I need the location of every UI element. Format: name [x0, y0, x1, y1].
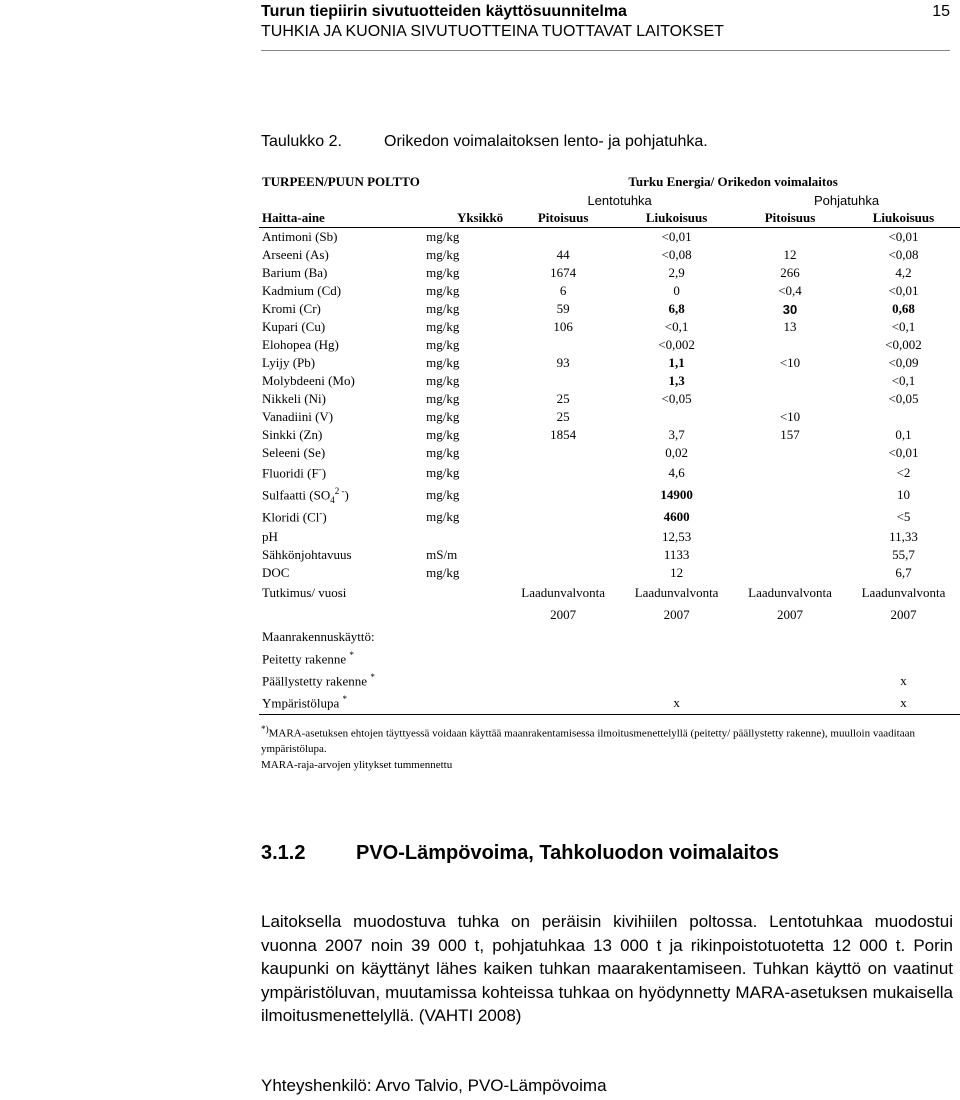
table-footnote-bold-note: MARA-raja-arvojen ylitykset tummennettu — [261, 759, 453, 771]
table-row: Antimoni (Sb) mg/kg <0,01 <0,01 — [262, 229, 919, 244]
table-row: Barium (Ba) mg/kg 1674 2,9 266 4,2 — [262, 265, 912, 280]
table-row: Sinkki (Zn) mg/kg 1854 3,7 157 0,1 — [262, 427, 912, 442]
bottom-ash-total-header: Pitoisuus — [733, 209, 847, 228]
source-label: Turku Energia/ Orikedon voimalaitos — [628, 174, 838, 189]
table-row: DOC mg/kg 12 6,7 — [262, 565, 912, 580]
contact-person: Yhteyshenkilö: Arvo Talvio, PVO-Lämpövoima — [261, 1076, 607, 1095]
bottom-ash-leach-header: Liukoisuus — [847, 209, 960, 228]
fly-ash-leach-header: Liukoisuus — [620, 209, 733, 228]
section-title: PVO-Lämpövoima, Tahkoluodon voimalaitos — [356, 842, 780, 864]
study-row: Tutkimus/ vuosi Laadunvalvonta Laadunvalvonta Laadunvalvonta Laadunvalvonta — [262, 585, 946, 600]
table-footnote: *)MARA-asetuksen ehtojen täyttyessä voidaan käyttää maanrakentamisessa ilmoitusmenettelyllä (peitetty/ päällystetty rakenne), muulloin vaaditaan ympäristölupa. — [261, 724, 915, 755]
table-caption-text: Orikedon voimalaitoksen lento- ja pohjatuhka. — [384, 133, 708, 150]
bottom-ash-header: Pohjatuhka — [814, 192, 880, 208]
section-number: 3.1.2 — [261, 842, 306, 864]
study-year-row: 2007 2007 2007 2007 — [550, 607, 917, 622]
table-row: Elohopea (Hg) mg/kg <0,002 <0,002 — [262, 337, 922, 352]
table-row: Kloridi (Cl-) mg/kg 4600 <5 — [262, 508, 911, 525]
page-header — [261, 2, 951, 42]
covered-structure-row: Peitetty rakenne * — [262, 650, 354, 667]
table-row: Nikkeli (Ni) mg/kg 25 <0,05 <0,05 — [262, 391, 919, 406]
document-subtitle: TUHKIA JA KUONIA SIVUTUOTTEINA TUOTTAVAT LAITOKSET — [261, 23, 724, 40]
substance-column-header: Haitta-aine — [259, 209, 423, 228]
table-row: Seleeni (Se) mg/kg 0,02 <0,01 — [262, 445, 919, 460]
ash-analysis-table — [259, 173, 960, 715]
use-label-row: Maanrakennuskäyttö: — [262, 629, 375, 644]
group-label: TURPEEN/PUUN POLTTO — [262, 174, 420, 189]
table-caption-number: Taulukko 2. — [261, 133, 342, 150]
unit-column-header: Yksikkö — [423, 209, 506, 228]
fly-ash-header: Lentotuhka — [587, 192, 652, 208]
table-row: pH 12,53 11,33 — [262, 529, 918, 544]
table-row: Lyijy (Pb) mg/kg 93 1,1 <10 <0,09 — [262, 355, 919, 370]
document-title: Turun tiepiirin sivutuotteiden käyttösuunnitelma — [261, 3, 627, 20]
table-row: Sulfaatti $(SO_4^{2 -})$ mg/kg 14900 10 — [262, 485, 910, 505]
table-row: Arseeni (As) mg/kg 44 <0,08 12 <0,08 — [262, 247, 919, 262]
page-number: 15 — [932, 3, 950, 20]
fly-ash-total-header: Pitoisuus — [506, 209, 620, 228]
table-row: Fluoridi (F-) mg/kg 4,6 <2 — [262, 464, 911, 481]
environmental-permit-row: Ympäristölupa * x x — [259, 692, 960, 715]
body-paragraph: Laitoksella muodostuva tuhka on peräisin kivihiilen poltossa. Lentotuhkaa muodostui vuonna 2007 noin 39 000 t, pohjatuhkaa 13 000 t ja rikinpoistotuotetta 12 000 t. Porin kaupunki on käyttänyt lähes kaiken tuhkan maarakentamiseen. Tuhkan käyttö on vaatinut ympäristöluvan, muutamissa kohteissa tuhkaa on hyödynnetty MARA-asetuksen mukaisella ilmoitusmenettelyllä. (VAHTI 2008) — [261, 912, 953, 1025]
table-row: Kromi (Cr) mg/kg 59 6,8 30 0,68 — [262, 301, 915, 317]
table-row: Kupari (Cu) mg/kg 106 <0,1 13 <0,1 — [262, 319, 916, 334]
table-row: Molybdeeni (Mo) mg/kg 1,3 <0,1 — [262, 373, 916, 388]
paved-structure-row: Päällystetty rakenne * x — [262, 672, 907, 689]
table-row: Kadmium (Cd) mg/kg 6 0 <0,4 <0,01 — [262, 283, 919, 298]
header-divider — [261, 50, 950, 51]
table-row: Vanadiini (V) mg/kg 25 <10 — [262, 409, 801, 424]
section-heading — [261, 841, 779, 865]
table-row: Sähkönjohtavuus mS/m 1133 55,7 — [262, 547, 915, 562]
table-caption — [261, 132, 708, 152]
